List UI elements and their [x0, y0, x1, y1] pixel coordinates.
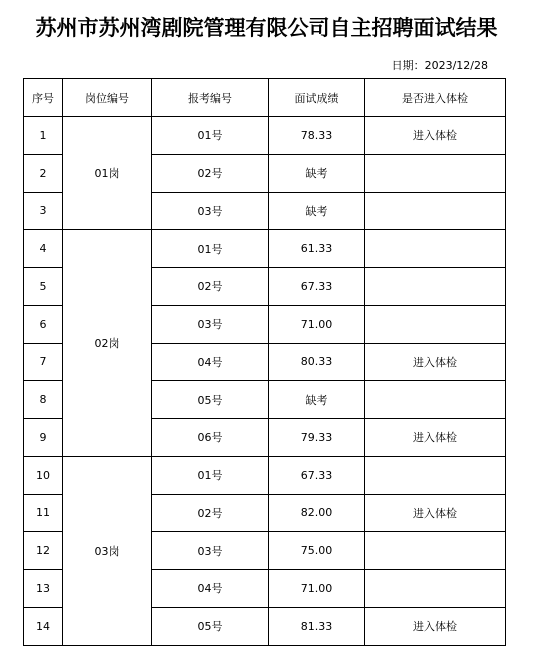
row-index: 3 [24, 192, 63, 230]
score: 78.33 [269, 117, 365, 155]
score: 缺考 [269, 381, 365, 419]
exam-number: 02号 [152, 494, 269, 532]
result [365, 154, 506, 192]
post-code: 02岗 [63, 230, 152, 457]
result: 进入体检 [365, 494, 506, 532]
exam-number: 01号 [152, 456, 269, 494]
results-body [24, 117, 506, 646]
score: 79.33 [269, 419, 365, 457]
exam-number: 03号 [152, 305, 269, 343]
score: 71.00 [269, 570, 365, 608]
row-index: 10 [24, 456, 63, 494]
row-index: 2 [24, 154, 63, 192]
score: 67.33 [269, 456, 365, 494]
exam-number: 03号 [152, 192, 269, 230]
post-code: 01岗 [63, 117, 152, 230]
exam-number: 04号 [152, 343, 269, 381]
score: 71.00 [269, 305, 365, 343]
exam-number: 06号 [152, 419, 269, 457]
exam-number: 01号 [152, 230, 269, 268]
date-value: 2023/12/28 [424, 59, 488, 72]
row-index: 4 [24, 230, 63, 268]
exam-number: 05号 [152, 381, 269, 419]
row-index: 1 [24, 117, 63, 155]
date-line [392, 57, 488, 73]
row-index: 12 [24, 532, 63, 570]
result [365, 381, 506, 419]
score: 67.33 [269, 268, 365, 306]
result: 进入体检 [365, 117, 506, 155]
header-result: 是否进入体检 [365, 79, 506, 117]
result [365, 456, 506, 494]
row-index: 11 [24, 494, 63, 532]
score: 82.00 [269, 494, 365, 532]
row-index: 7 [24, 343, 63, 381]
page-title: 苏州市苏州湾剧院管理有限公司自主招聘面试结果 [35, 15, 498, 40]
result [365, 305, 506, 343]
score: 81.33 [269, 607, 365, 645]
result: 进入体检 [365, 343, 506, 381]
row-index: 8 [24, 381, 63, 419]
result [365, 230, 506, 268]
result [365, 192, 506, 230]
header-score: 面试成绩 [269, 79, 365, 117]
results-table [23, 78, 506, 646]
table-row [24, 230, 506, 268]
header-exam-number: 报考编号 [152, 79, 269, 117]
header-post: 岗位编号 [63, 79, 152, 117]
header-row [24, 79, 506, 117]
exam-number: 01号 [152, 117, 269, 155]
header-index: 序号 [24, 79, 63, 117]
row-index: 14 [24, 607, 63, 645]
table-row [24, 117, 506, 155]
table-row [24, 456, 506, 494]
exam-number: 02号 [152, 268, 269, 306]
result: 进入体检 [365, 607, 506, 645]
exam-number: 02号 [152, 154, 269, 192]
result: 进入体检 [365, 419, 506, 457]
score: 80.33 [269, 343, 365, 381]
score: 缺考 [269, 154, 365, 192]
score: 75.00 [269, 532, 365, 570]
result [365, 570, 506, 608]
score: 61.33 [269, 230, 365, 268]
result [365, 532, 506, 570]
exam-number: 03号 [152, 532, 269, 570]
row-index: 5 [24, 268, 63, 306]
score: 缺考 [269, 192, 365, 230]
row-index: 9 [24, 419, 63, 457]
row-index: 13 [24, 570, 63, 608]
post-code: 03岗 [63, 456, 152, 645]
date-label: 日期： [391, 59, 425, 72]
row-index: 6 [24, 305, 63, 343]
result [365, 268, 506, 306]
exam-number: 05号 [152, 607, 269, 645]
exam-number: 04号 [152, 570, 269, 608]
